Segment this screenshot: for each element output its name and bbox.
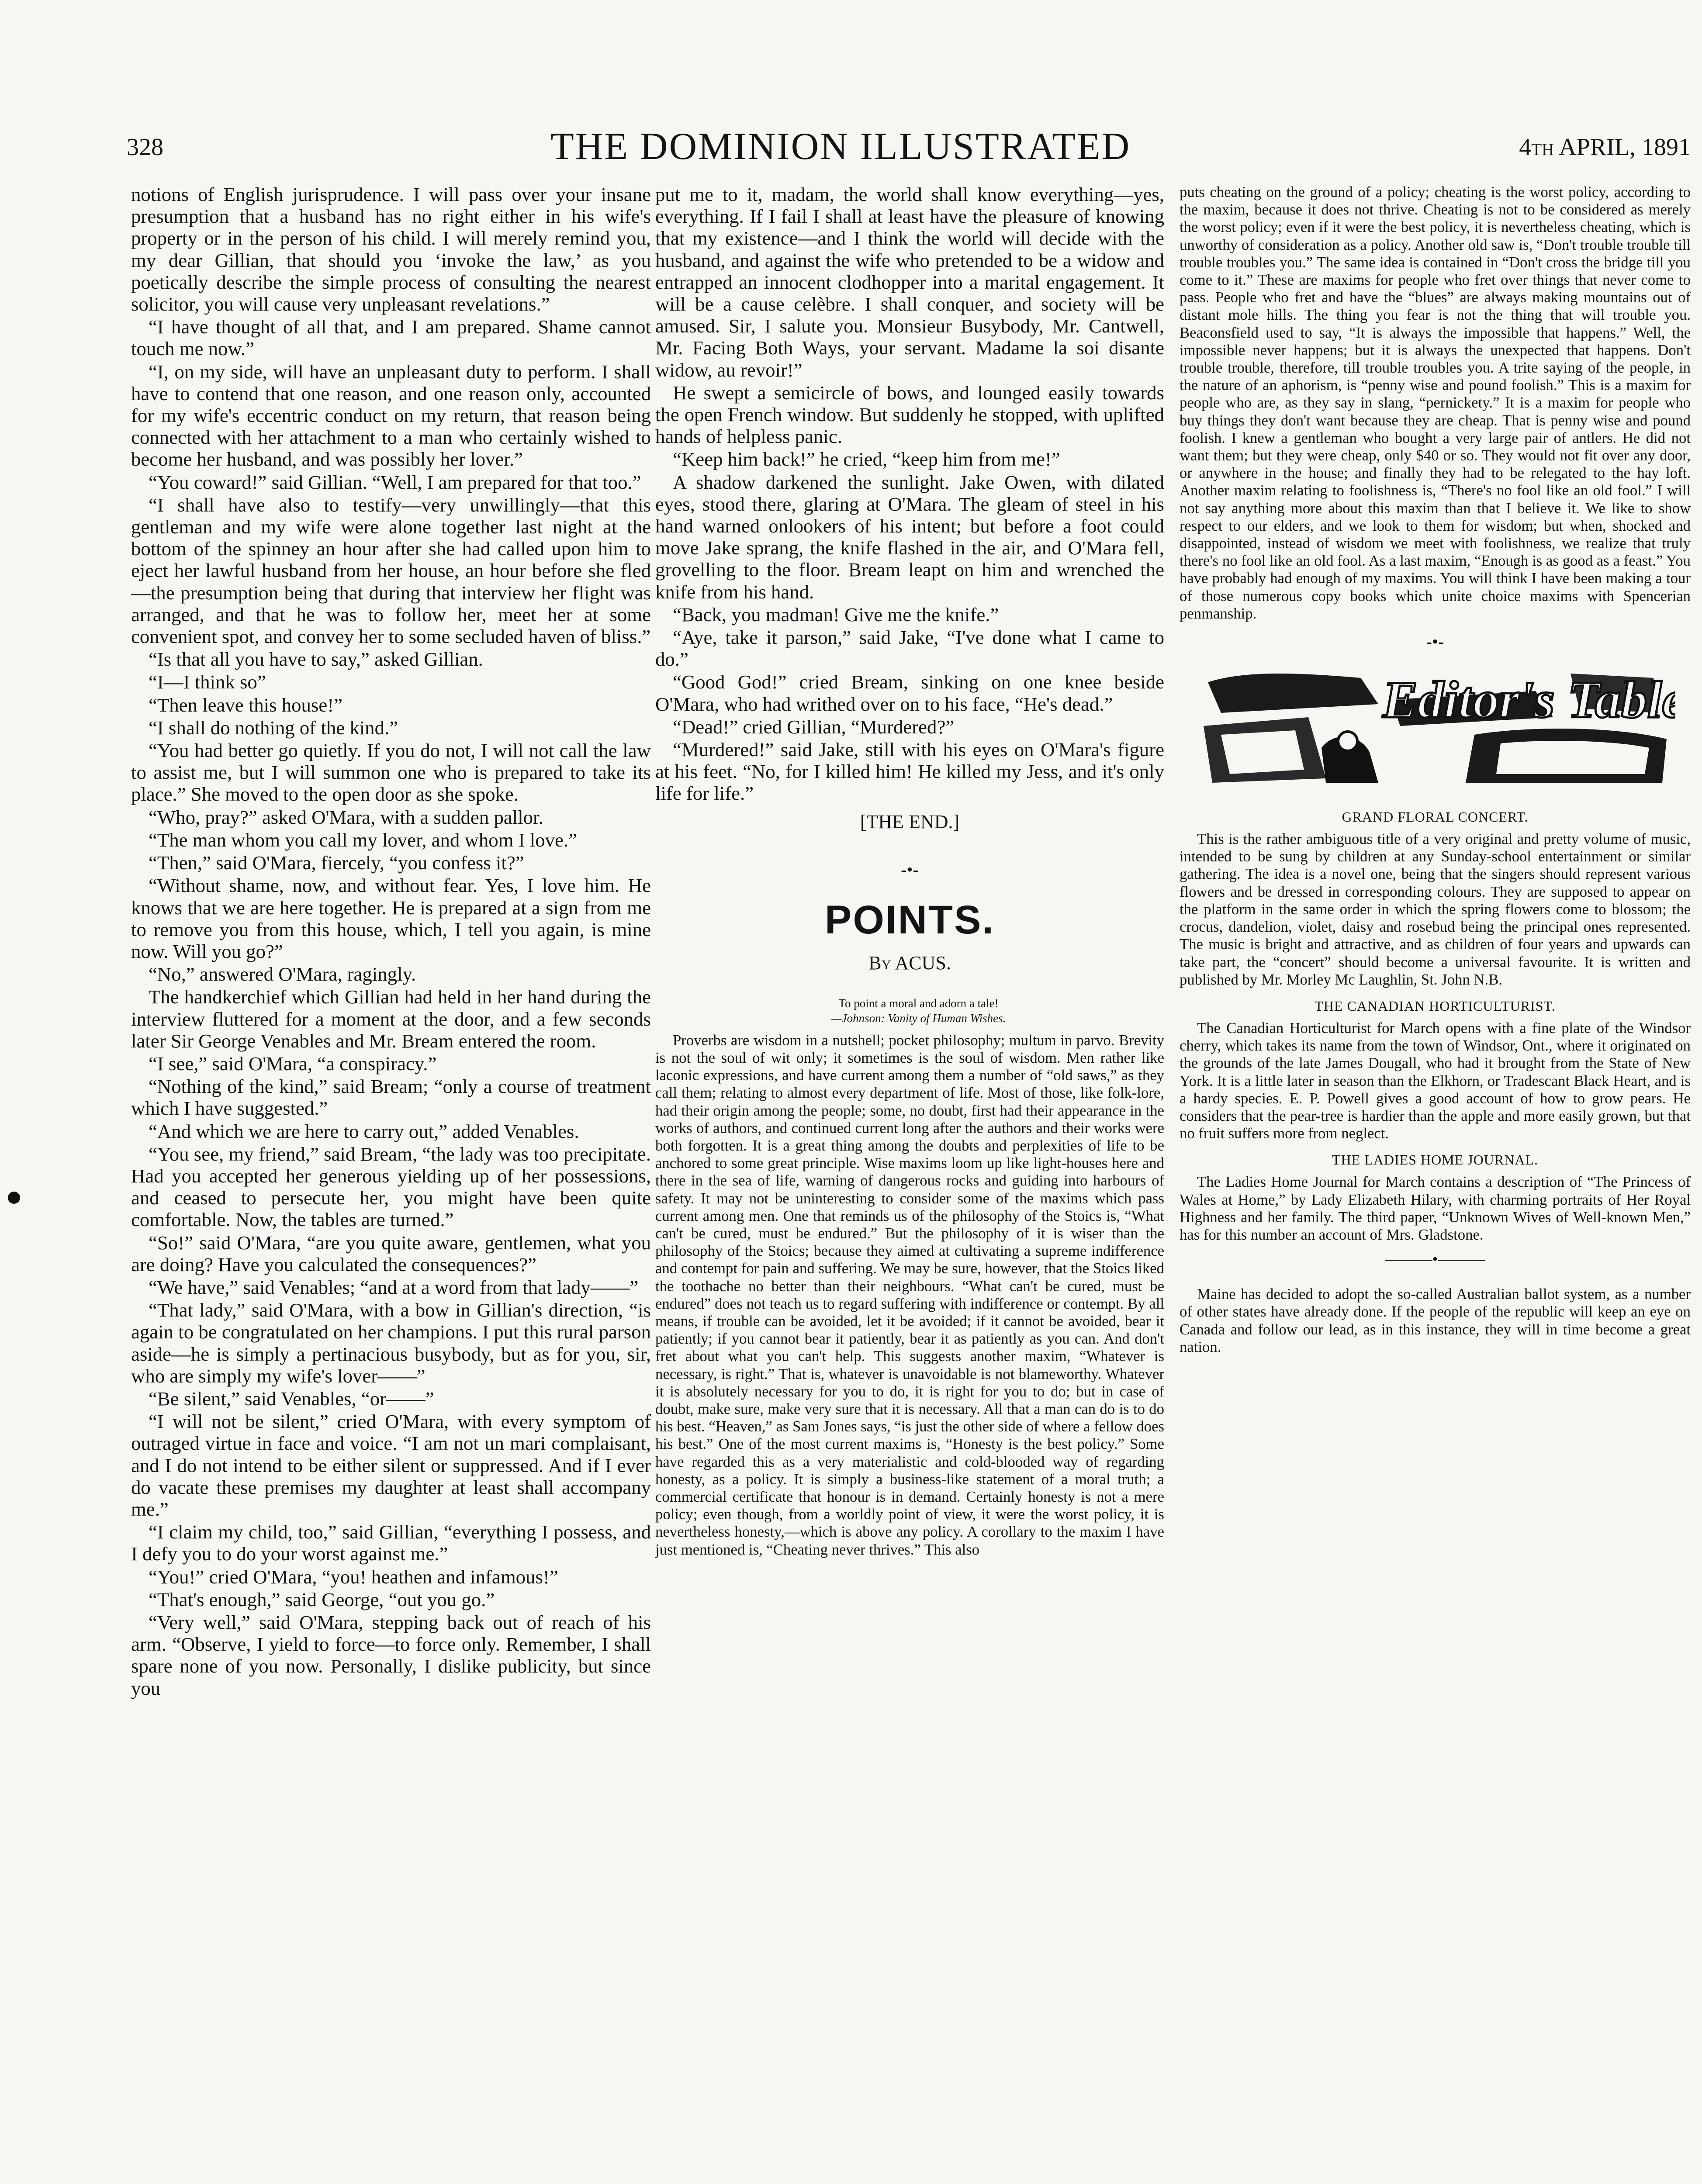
masthead-title: THE DOMINION ILLUSTRATED — [550, 125, 1131, 168]
story-paragraph: “That's enough,” said George, “out you go.” — [149, 1588, 495, 1610]
column-3 — [1180, 183, 1691, 1357]
section-ornament: -•- — [1426, 632, 1444, 652]
story-paragraph: “You see, my friend,” said Bream, “the lady was too precipitate. Had you accepted her generous yielding up of her possessions, and ceased to persecute her, you might have been quite comfortable. Now, the tables are turned.” — [131, 1143, 651, 1231]
story-paragraph: “Is that all you have to say,” asked Gillian. — [149, 648, 483, 670]
story-paragraph: “Then leave this house!” — [149, 694, 343, 716]
story-paragraph: The handkerchief which Gillian had held in her hand during the interview fluttered for a moment at the door, and a few seconds later Sir George Venables and Mr. Bream entered the room. — [131, 986, 651, 1052]
story-paragraph: put me to it, madam, the world shall know everything—yes, everything. If I fail I shall at least have the pleasure of knowing that my existence—and I think the world will decide with the husband, and against the wife who pretended to be a widow and entrapped an innocent clodhopper into a marital engagement. It will be a cause celèbre. I shall conquer, and society will be amused. Sir, I salute you. Monsieur Busybody, Mr. Cantwell, Mr. Facing Both Ways, your servant. Madame la soi disante widow, au revoir!” — [655, 183, 1164, 381]
story-paragraph: “And which we are here to carry out,” added Venables. — [149, 1120, 579, 1142]
story-paragraph: “Murdered!” said Jake, still with his eyes on O'Mara's figure at his feet. “No, for I killed him! He killed my Jess, and it's only life for life.” — [655, 739, 1164, 805]
story-paragraph: “I—I think so” — [149, 671, 266, 693]
story-paragraph: “Be silent,” said Venables, “or——” — [149, 1387, 434, 1410]
story-paragraph: “Then,” said O'Mara, fiercely, “you confess it?” — [149, 852, 524, 874]
story-paragraph: “Without shame, now, and without fear. Yes, I love him. He knows that we are here together. He is prepared at a sign from me to remove you from this house, which, I tell you again, is mine now. Will you go?” — [131, 874, 651, 962]
story-paragraph: “We have,” said Venables; “and at a word from that lady——” — [149, 1276, 639, 1298]
issue-date: 4th APRIL, 1891 — [1519, 134, 1691, 161]
editors-logo-lettering: Editor's Table. — [1383, 670, 1675, 729]
closing-paragraph: Maine has decided to adopt the so-called Australian ballot system, as a number of other states have already done. If the people of the republic will keep an eye on Canada and follow our lead, as in this instance, they will in time become a great nation. — [1180, 1286, 1691, 1355]
review-heading: THE CANADIAN HORTICULTURIST. — [1315, 998, 1556, 1014]
points-paragraph: puts cheating on the ground of a policy; cheating is the worst policy, according to the maxim, because it does not thrive. Cheating is not to be considered as merely the worst policy; even if it were the best policy, it is nevertheless cheating, which is unworthy of consideration as a policy. Another old saw is, “Don't trouble trouble till trouble troubles you.” The same idea is contained in “Don't cross the bridge till you come to it.” These are maxims for people who fret over things that never come to pass. People who fret and have the “blues” are always making mountains out of distant mole hills. The thing you fear is not the thing that will trouble you. Beaconsfield used to say, “It is always the impossible that happens.” Well, the impossible never happens; but it is always the unexpected that happens. Don't trouble trouble, therefore, till trouble troubles you. A trite saying of the people, in the nature of an aphorism, is “penny wise and pound foolish.” This is a maxim for people who are, as they say in slang, “pernickety.” It is a maxim for people who buy things they don't want because they are cheap. That is penny wise and pound foolish. I knew a gentleman who bought a very large pair of antlers. He did not want them; but they were cheap, only $40 or so. They would not fit over any door, or anywhere in the house; and finally they had to be relegated to the hay loft. Another maxim relating to foolishness is, “There's no fool like an old fool.” I will not say anything more about this maxim than that I believe it. We like to show respect to our elders, and we look to them for wisdom; but when, shocked and disappointed, instead of wisdom we meet with foolishness, we realize that truly there's no fool like an old fool. As a last maxim, “Enough is as good as a feast.” You have probably had enough of my maxims. You will think I have been making a tour of those numerous copy books which unite choice maxims with Spencerian penmanship. — [1180, 183, 1691, 622]
story-paragraph: “I will not be silent,” cried O'Mara, with every symptom of outraged virtue in face and voice. “I am not un mari complaisant, and I do not intend to be either silent or suppressed. And if I ever do vacate these premises my daughter at least shall accompany me.” — [131, 1410, 651, 1520]
points-title: POINTS. — [824, 897, 995, 942]
story-paragraph: “Dead!” cried Gillian, “Murdered?” — [673, 715, 955, 738]
column-2 — [655, 183, 1164, 1559]
story-paragraph: A shadow darkened the sunlight. Jake Owen, with dilated eyes, stood there, glaring at O'Mara. The gleam of steel in his hand warned onlookers of his intent; but before a foot could move Jake sprang, the knife flashed in the air, and O'Mara fell, grovelling to the floor. Bream leapt on him and wrenched the knife from his hand. — [655, 471, 1164, 603]
section-ornament: -•- — [901, 859, 919, 879]
story-paragraph: “I shall do nothing of the kind.” — [149, 716, 398, 739]
story-paragraph: “I have thought of all that, and I am prepared. Shame cannot touch me now.” — [131, 316, 651, 360]
story-paragraph: “I shall have also to testify—very unwillingly—that this gentleman and my wife were alone together last night at the bottom of the spinney an hour after she had called upon him to eject her lawful husband from her house, an hour before she fled—the presumption being that during that interview her flight was arranged, and that he was to follow her, meet her at some convenient spot, and convey her to some secluded haven of bliss.” — [131, 494, 651, 648]
epigraph-attribution: —Johnson: Vanity of Human Wishes. — [831, 1011, 1006, 1025]
story-paragraph: “Nothing of the kind,” said Bream; “only a course of treatment which I have suggested.” — [131, 1075, 651, 1120]
review-paragraph: The Ladies Home Journal for March contains a description of “The Princess of Wales at Home,” by Lady Elizabeth Hilary, with charming portraits of Her Royal Highness and her family. The third paper, “Unknown Wives of Well-known Men,” has for this number an account of Mrs. Gladstone. — [1180, 1173, 1691, 1243]
story-paragraph: “No,” answered O'Mara, ragingly. — [149, 963, 416, 985]
story-paragraph: “I, on my side, will have an unpleasant duty to perform. I shall have to contend that one reason, and one reason only, accounted for my wife's eccentric conduct on my return, that reason being connected with her attachment to a man who certainly wished to become her husband, and was possibly her lover.” — [131, 360, 651, 470]
epigraph-line: To point a moral and adorn a tale! — [838, 996, 999, 1010]
story-paragraph: He swept a semicircle of bows, and lounged easily towards the open French window. But suddenly he stopped, with uplifted hands of helpless panic. — [655, 381, 1164, 448]
margin-bullet-mark — [8, 1192, 20, 1204]
editors-table-illustration — [1195, 665, 1675, 791]
story-paragraph: “Keep him back!” he cried, “keep him from me!” — [673, 448, 1060, 470]
story-paragraph: “Who, pray?” asked O'Mara, with a sudden pallor. — [149, 806, 543, 828]
story-paragraph: “I claim my child, too,” said Gillian, “everything I possess, and I defy you to do your worst against me.” — [131, 1521, 651, 1565]
story-paragraph: “You had better go quietly. If you do not, I will not call the law to assist me, but I will summon one who is prepared to take its place.” She moved to the open door as she spoke. — [131, 740, 651, 805]
page-number: 328 — [127, 134, 163, 161]
points-paragraph: Proverbs are wisdom in a nutshell; pocket philosophy; multum in parvo. Brevity is not the soul of wit only; it sometimes is the soul of wisdom. Men rather like laconic expressions, and have current among them a number of “old saws,” as they call them; relating to almost every department of life. Most of those, like folk-lore, had their origin among the people; some, no doubt, first had their appearance in the works of authors, and continued current long after the authors and their works were both forgotten. It is a great thing among the doubts and perplexities of life to be anchored to some great principle. Wise maxims loom up like light-houses here and there in the sea of life, warning of dangerous rocks and guiding into harbours of safety. It may not be uninteresting to consider some of the maxims which pass current among men. One that reminds us of the philosophy of the Stoics is, “What can't be cured, must be endured.” But the philosophy of it is wiser than the philosophy of the Stoics; because they aimed at cultivating a supreme indifference and contempt for pain and suffering. We may be sure, however, that the Stoics liked the toothache no better than their neighbours. “What can't be cured, must be endured” does not teach us to regard suffering with indifference or contempt. By all means, if trouble can be avoided, let it be avoided; if it cannot be avoided, bear it patiently; if you cannot bear it patiently, bear it as patiently as you can. And don't fret about what you can't help. This suggests another maxim, “Whatever is necessary, is right.” That is, whatever is unavoidable is not blameworthy. Whatever it is absolutely necessary for you to do, it is right for you to do; but in case of doubt, make sure, make very sure that it is necessary. All that a man can do is to do his best. “Heaven,” as Sam Jones says, “is just the other side of where a fellow does his best.” One of the most current maxims is, “Honesty is the best policy.” Some have regarded this as a very materialistic and cold-blooded way of regarding honesty, as a policy. It is simply a business-like statement of a moral truth; a commercial certificate that honour is in demand. Certainly honesty is not a mere policy; even though, from a worldly point of view, it were the worst policy, it is nevertheless honesty,—which is above any policy. A corollary to the maxim I have just mentioned is, “Cheating never thrives.” This also — [655, 1031, 1164, 1558]
story-paragraph: “You!” cried O'Mara, “you! heathen and infamous!” — [149, 1565, 558, 1588]
story-paragraph: “Good God!” cried Bream, sinking on one knee beside O'Mara, who had writhed over on to his face, “He's dead.” — [655, 671, 1164, 715]
review-heading: THE LADIES HOME JOURNAL. — [1332, 1152, 1538, 1168]
review-paragraph: The Canadian Horticulturist for March opens with a fine plate of the Windsor cherry, which takes its name from the town of Windsor, Ont., where it originated on the grounds of the late James Dougall, who had it brought from the State of New York. It is a little later in season than the Elkhorn, or Tradescant Black Heart, and is a hardy species. E. P. Powell gives a good account of how to grow pears. He considers that the pear-tree is hardier than the apple and more easily grown, but that no fruit suffers more from neglect. — [1180, 1019, 1691, 1142]
story-end-mark: [THE END.] — [860, 811, 960, 833]
page-header — [127, 124, 1702, 173]
story-paragraph: “You coward!” said Gillian. “Well, I am prepared for that too.” — [149, 471, 641, 493]
editors-table-logo — [1195, 665, 1675, 791]
review-paragraph: This is the rather ambiguous title of a very original and pretty volume of music, intended to be sung by children at any Sunday-school entertainment or similar gathering. The idea is a novel one, being that the singers should represent various flowers and be dressed in corresponding colours. They are supposed to appear on the platform in the same order in which the spring flowers come to blossom; the crocus, dandelion, violet, daisy and rosebud being the principal ones represented. The music is bright and attractive, and as children of four years and upwards can take part, the “concert” should become a universal favourite. It is written and published by Mr. Morley Mc Laughlin, St. John N.B. — [1180, 830, 1691, 988]
story-paragraph: “The man whom you call my lover, and whom I love.” — [149, 829, 577, 851]
story-paragraph: “That lady,” said O'Mara, with a bow in Gillian's direction, “is again to be congratulated on her champions. I put this rural parson aside—he is simply a pertinacious busybody, but as for you, sir, who are simply my wife's lover——” — [131, 1299, 651, 1387]
review-heading: GRAND FLORAL CONCERT. — [1342, 809, 1529, 825]
column-1-story-continuation — [131, 183, 651, 1700]
story-paragraph: “Very well,” said O'Mara, stepping back out of reach of his arm. “Observe, I yield to force—to force only. Remember, I shall spare none of you now. Personally, I dislike publicity, but since you — [131, 1611, 651, 1699]
story-paragraph: “Back, you madman! Give me the knife.” — [673, 603, 999, 625]
story-paragraph: notions of English jurisprudence. I will pass over your insane presumption that a husband has no right either in his wife's property or in the person of his child. I will merely remind you, my dear Gillian, that should you ‘invoke the law,’ as you poetically describe the simple process of consulting the nearest solicitor, you will cause very unpleasant revelations.” — [131, 183, 651, 315]
story-paragraph: “So!” said O'Mara, “are you quite aware, gentlemen, what you are doing? Have you calculated the consequences?” — [131, 1231, 651, 1275]
story-paragraph: “I see,” said O'Mara, “a conspiracy.” — [149, 1052, 437, 1075]
section-rule: ———•——— — [1385, 1250, 1485, 1268]
points-byline: By ACUS. — [868, 952, 951, 974]
story-paragraph: “Aye, take it parson,” said Jake, “I've done what I came to do.” — [655, 626, 1164, 670]
